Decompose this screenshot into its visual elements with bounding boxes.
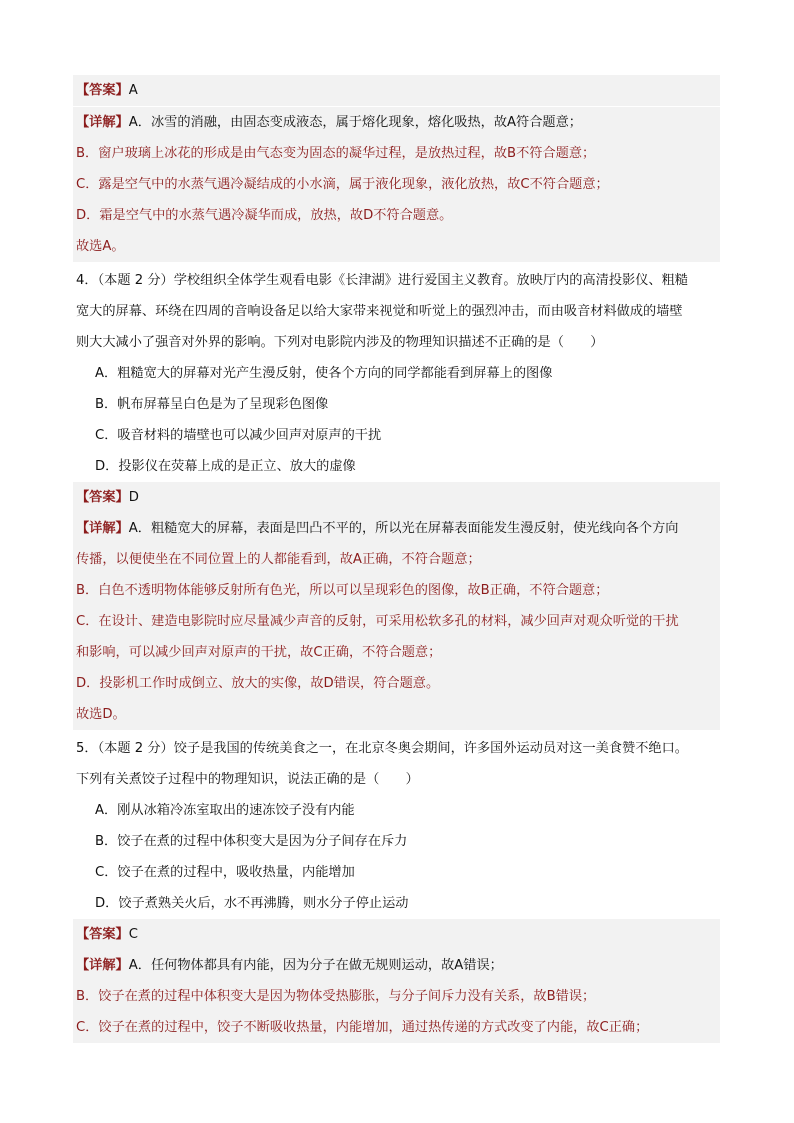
q3-detail-line-1: 【详解】A．冰雪的消融，由固态变成液态，属于熔化现象，熔化吸热，故A符合题意；	[73, 107, 720, 138]
q3-detail-line-2: B．窗户玻璃上冰花的形成是由气态变为固态的凝华过程，是放热过程，故B不符合题意；	[73, 138, 720, 169]
q5-detail-line-1: 【详解】A．任何物体都具有内能，因为分子在做无规则运动，故A错误；	[73, 950, 720, 981]
answer-tag: 【答案】	[76, 83, 129, 98]
answer-tag: 【答案】	[76, 490, 129, 505]
q5-stem-line-2: 下列有关煮饺子过程中的物理知识，说法正确的是（ ）	[76, 772, 419, 787]
q4-option-b: B．帆布屏幕呈白色是为了呈现彩色图像	[95, 397, 329, 412]
detail-tag: 【详解】	[76, 115, 129, 130]
q4-detail-line-1: 【详解】A．粗糙宽大的屏幕，表面是凹凸不平的，所以光在屏幕表面能发生漫反射，使光线向各个方向	[73, 513, 720, 544]
answer-value: A	[128, 83, 138, 98]
q4-detail-line-4: C．在设计、建造电影院时应尽量减少声音的反射，可采用松软多孔的材料，减少回声对观众听觉的干扰	[73, 606, 720, 637]
answer-value: C	[128, 927, 138, 942]
q4-option-d: D．投影仪在荧幕上成的是正立、放大的虚像	[95, 459, 356, 474]
q4-detail-line-2: 传播，以便使坐在不同位置上的人都能看到，故A正确，不符合题意；	[73, 544, 720, 575]
q5-option-d: D．饺子煮熟关火后，水不再沸腾，则水分子停止运动	[95, 896, 409, 911]
q3-detail-line-4: D．霜是空气中的水蒸气遇冷凝华而成，放热，故D不符合题意。	[73, 200, 720, 231]
q4-stem-line-3: 则大大减小了强音对外界的影响。下列对电影院内涉及的物理知识描述不正确的是（ ）	[76, 335, 604, 350]
q4-stem-line-2: 宽大的屏幕、环绕在四周的音响设备足以给大家带来视觉和听觉上的强烈冲击，而由吸音材料做成的墙壁	[76, 304, 683, 319]
q4-detail-line-6: D．投影机工作时成倒立、放大的实像，故D错误，符合题意。	[73, 668, 720, 699]
q5-option-b: B．饺子在煮的过程中体积变大是因为分子间存在斥力	[95, 834, 408, 849]
q3-detail-line-3: C．露是空气中的水蒸气遇冷凝结成的小水滴，属于液化现象，液化放热，故C不符合题意；	[73, 169, 720, 200]
q3-answer-line	[73, 75, 720, 106]
q3-conclusion: 故选A。	[73, 231, 720, 262]
q4-detail-line-5: 和影响，可以减少回声对原声的干扰，故C正确，不符合题意；	[73, 637, 720, 668]
q4-option-a: A．粗糙宽大的屏幕对光产生漫反射，使各个方向的同学都能看到屏幕上的图像	[95, 366, 553, 381]
q4-stem-line-1: 4．（本题 2 分）学校组织全体学生观看电影《长津湖》进行爱国主义教育。放映厅内的高清投影仪、粗糙	[76, 273, 688, 288]
q4-answer-line	[73, 482, 720, 513]
q4-option-c: C．吸音材料的墙壁也可以减少回声对原声的干扰	[95, 428, 382, 443]
q5-detail-line-3: C．饺子在煮的过程中，饺子不断吸收热量，内能增加，通过热传递的方式改变了内能，故C正确；	[73, 1012, 720, 1043]
detail-tag: 【详解】	[76, 958, 129, 973]
q4-detail-line-3: B．白色不透明物体能够反射所有色光，所以可以呈现彩色的图像，故B正确，不符合题意；	[73, 575, 720, 606]
q4-conclusion: 故选D。	[73, 699, 720, 730]
answer-value: D	[128, 490, 139, 505]
q5-detail-line-2: B．饺子在煮的过程中体积变大是因为物体受热膨胀，与分子间斥力没有关系，故B错误；	[73, 981, 720, 1012]
q5-stem-line-1: 5．（本题 2 分）饺子是我国的传统美食之一，在北京冬奥会期间，许多国外运动员对这一美食赞不绝口。	[76, 741, 688, 756]
detail-tag: 【详解】	[76, 521, 129, 536]
q5-option-c: C．饺子在煮的过程中，吸收热量，内能增加	[95, 865, 355, 880]
q5-option-a: A．刚从冰箱冷冻室取出的速冻饺子没有内能	[95, 803, 355, 818]
q5-answer-line	[73, 919, 720, 950]
answer-tag: 【答案】	[76, 927, 129, 942]
